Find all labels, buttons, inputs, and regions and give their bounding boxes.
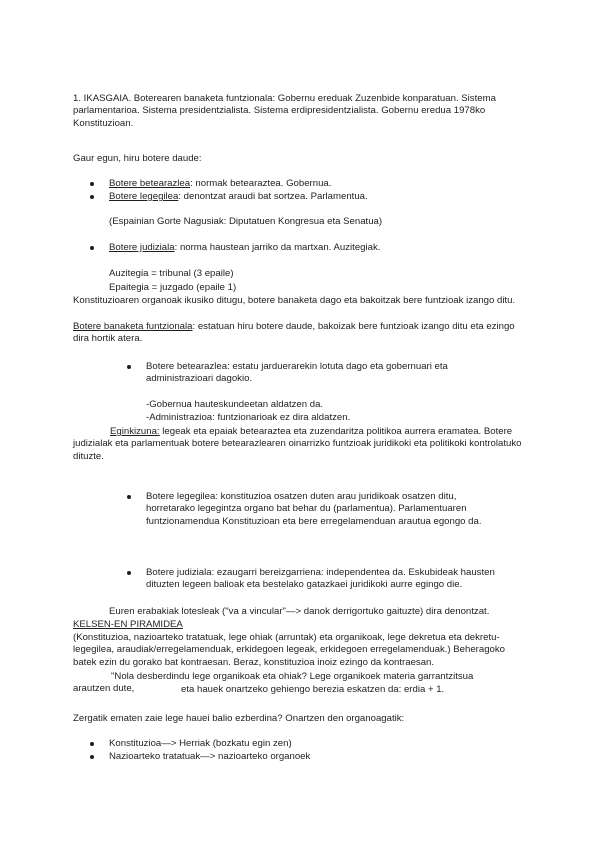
intro-line: Gaur egun, hiru botere daude: <box>73 153 202 164</box>
list-item <box>109 191 529 203</box>
kelsen-title: KELSEN-EN PIRAMIDEA <box>73 619 183 630</box>
term: Botere banaketa funtzionala <box>73 321 193 332</box>
binding-line: Euren erabakiak lotesleak ("va a vincular"—> danok derrigortuko gaituzte) dira denontzat. <box>109 606 490 617</box>
term: Botere judiziala <box>109 242 175 253</box>
bullet <box>127 365 131 369</box>
definition: : norma haustean jarriko da martxan. Auzitegiak. <box>174 242 381 253</box>
list-item: Konstituzioa—> Herriak (bozkatu egin zen) <box>109 738 292 749</box>
list-item <box>109 242 529 254</box>
bullet <box>127 495 131 499</box>
executive-subitem: -Administrazioa: funtzionarioak ez dira aldatzen. <box>146 412 351 423</box>
constitution-paragraph: Konstituzioaren organoak ikusiko ditugu, botere banaketa dago eta bakoitzak bere funtzioak izango ditu. <box>73 295 516 306</box>
executive-item: Botere betearazlea: estatu jarduerarekin lotuta dago eta gobernuari eta administrazioari dagokio. <box>146 361 448 385</box>
bullet <box>90 195 94 199</box>
bullet <box>90 182 94 186</box>
executive-subitem: -Gobernua hauteskundeetan aldatzen da. <box>146 399 324 410</box>
bullet <box>127 571 131 575</box>
court-definition: Auzitegia = tribunal (3 epaile) <box>109 268 234 279</box>
bullet <box>90 755 94 759</box>
lesson-heading: 1. IKASGAIA. Boterearen banaketa funtzionala: Gobernu ereduak Zuzenbide konparatuan. Sistema parlamentarioa. Sistema presidentzialista. Sistema erdipresidentzialista. Gobernu eredua 1978ko Konstituzioan. <box>73 93 496 129</box>
definition: : denontzat araudi bat sortzea. Parlamentua. <box>178 191 368 202</box>
functional-division-paragraph <box>73 321 525 346</box>
judicial-item: Botere judiziala: ezaugarri bereizgarriena: independentea da. Eskubideak hausten dituzten legeen balioak eta bestelako gatazkaei juridikoki aurre egingo die. <box>146 567 495 591</box>
term: Botere legegilea <box>109 191 179 202</box>
bullet <box>90 246 94 250</box>
spain-note: (Espainian Gorte Nagusiak: Diputatuen Kongresua eta Senatua) <box>109 216 383 227</box>
why-question: Zergatik ematen zaie lege hauei balio ezberdina? Onartzen den organoagatik: <box>73 713 405 724</box>
definition: : normak betearaztea. Gobernua. <box>190 178 332 189</box>
kelsen-paragraph: (Konstituzioa, nazioarteko tratatuak, lege ohiak (arruntak) eta organikoak, lege dekretua eta dekretu-legegilea, araudiak/erregelamenduak, erkidegoen legeak, erkidegoen erregelamenduak.) Beheragoko batek ezin du gorako bat kontraesan. Beraz, konstituzioa inoiz ezingo da kontraesan. <box>73 632 506 668</box>
task-paragraph <box>73 426 525 463</box>
legislative-item: Botere legegilea: konstituzioa osatzen duten arau juridikoak osatzen ditu, horretarako legegintza organo bat behar du (parlamentua). Parlamentuaren funtzionamendua Konstituzioan eta bere erregelamenduan arautua egongo da. <box>146 491 482 527</box>
judged-definition: Epaitegia = juzgado (epaile 1) <box>109 282 237 293</box>
term: Botere betearazlea <box>109 178 191 189</box>
organic-question-continued: eta hauek onartzeko gehiengo berezia eskatzen da: erdia + 1. <box>181 684 445 695</box>
definition: : estatuan hiru botere daude, bakoizak bere funtzioak izango ditu eta ezingo dira hortik atera. <box>73 321 515 345</box>
term: Eginkizuna: <box>110 426 160 437</box>
list-item: Nazioarteko tratatuak—> nazioarteko organoek <box>109 751 311 762</box>
list-item <box>109 178 529 190</box>
organic-question: "Nola desberdindu lege organikoak eta ohiak? Lege organikoek materia garrantzitsua arautzen dute, <box>73 671 474 695</box>
bullet <box>90 742 94 746</box>
definition: legeak eta epaiak betearaztea eta zuzendaritza politikoa aurrera eramatea. Botere judizialak eta parlamentuak botere betearazlearen oinarrizko funtzioak juridikoki eta politikoki kontrolatuko dituzte. <box>73 426 522 462</box>
